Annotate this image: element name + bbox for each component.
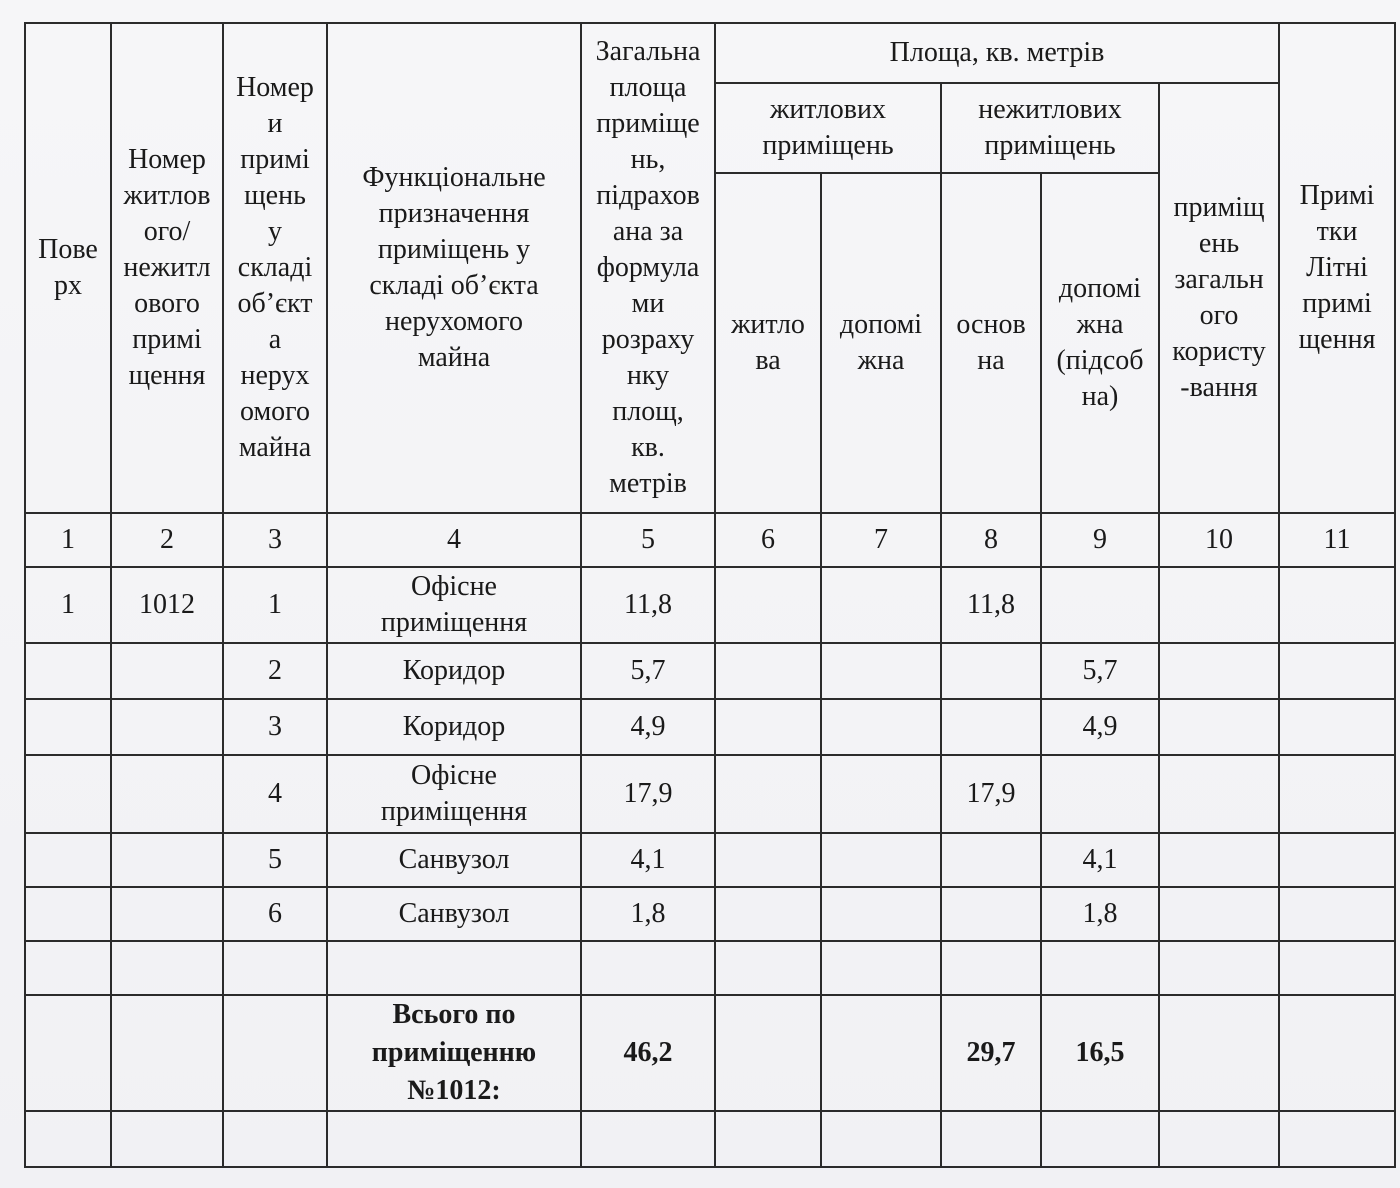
cell-common [1159,699,1279,755]
cell-room: 5 [223,833,327,887]
cell-unit: 1012 [111,567,223,643]
cell-notes [1279,567,1395,643]
room-area-table [24,22,1396,1168]
header-nonresidential-main: основ на [941,173,1041,513]
header-non-residential: нежитлових приміщень [941,83,1159,173]
cell-purpose: Офісне приміщення [327,567,581,643]
table-row [25,699,1395,755]
header-area-group: Площа, кв. метрів [715,23,1279,83]
cell-aux: 1,8 [1041,887,1159,941]
cell-res-aux [821,567,941,643]
column-number: 6 [715,513,821,567]
cell-room: 4 [223,755,327,833]
cell-res-aux [821,643,941,699]
header-purpose: Функціональне призначення приміщень у складі об’єкта нерухомого майна [327,23,581,513]
cell-purpose: Коридор [327,643,581,699]
cell-main: 17,9 [941,755,1041,833]
cell-total: 4,1 [581,833,715,887]
cell-unit [111,887,223,941]
cell-total: 4,9 [581,699,715,755]
cell-unit [111,833,223,887]
cell-total: 17,9 [581,755,715,833]
column-number-row [25,513,1395,567]
cell-main: 11,8 [941,567,1041,643]
cell-res-aux [821,833,941,887]
table-row [25,755,1395,833]
cell-unit [111,755,223,833]
total-area-value: 46,2 [581,995,715,1111]
cell-purpose: Офісне приміщення [327,755,581,833]
cell-room: 1 [223,567,327,643]
header-residential-living: житло ва [715,173,821,513]
cell-res-living [715,755,821,833]
cell-res-living [715,567,821,643]
cell-main [941,699,1041,755]
cell-unit [111,699,223,755]
cell-main [941,643,1041,699]
cell-notes [1279,887,1395,941]
header-nonresidential-auxiliary: допомі жна (підсоб на) [1041,173,1159,513]
cell-floor: 1 [25,567,111,643]
header-total-area: Загальна площа приміще нь, підрахов ана за формула ми розраху нку площ, кв. метрів [581,23,715,513]
empty-row [25,941,1395,995]
column-number: 2 [111,513,223,567]
cell-aux [1041,755,1159,833]
total-label: Всього по приміщенню №1012: [327,995,581,1111]
column-number: 11 [1279,513,1395,567]
cell-common [1159,755,1279,833]
cell-notes [1279,833,1395,887]
cell-res-living [715,833,821,887]
column-number: 3 [223,513,327,567]
cell-total: 1,8 [581,887,715,941]
table-row [25,833,1395,887]
cell-purpose: Коридор [327,699,581,755]
header-row-1 [25,23,1395,83]
cell-total: 11,8 [581,567,715,643]
header-unit-number: Номер житлов ого/ нежитл ового примі щення [111,23,223,513]
header-residential-auxiliary: допомі жна [821,173,941,513]
cell-floor [25,833,111,887]
cell-floor [25,699,111,755]
cell-res-aux [821,699,941,755]
cell-room: 6 [223,887,327,941]
cell-floor [25,887,111,941]
cell-res-living [715,699,821,755]
cell-purpose: Санвузол [327,887,581,941]
column-number: 9 [1041,513,1159,567]
table-row [25,643,1395,699]
cell-purpose: Санвузол [327,833,581,887]
header-common-use: приміщ ень загальн ого користу -вання [1159,83,1279,513]
column-number: 7 [821,513,941,567]
cell-common [1159,833,1279,887]
cell-aux: 5,7 [1041,643,1159,699]
cell-room: 3 [223,699,327,755]
total-aux-value: 16,5 [1041,995,1159,1111]
cell-aux: 4,1 [1041,833,1159,887]
header-room-number: Номер и примі щень у складі об’єкт а нерух омого майна [223,23,327,513]
cell-common [1159,643,1279,699]
cell-notes [1279,699,1395,755]
cell-room: 2 [223,643,327,699]
cell-aux: 4,9 [1041,699,1159,755]
column-number: 5 [581,513,715,567]
column-number: 8 [941,513,1041,567]
cell-floor [25,755,111,833]
column-number: 1 [25,513,111,567]
column-number: 10 [1159,513,1279,567]
cell-res-aux [821,755,941,833]
cell-aux [1041,567,1159,643]
cell-res-living [715,643,821,699]
cell-main [941,833,1041,887]
cell-floor [25,643,111,699]
cell-common [1159,887,1279,941]
total-row [25,995,1395,1111]
cell-notes [1279,755,1395,833]
header-residential: житлових приміщень [715,83,941,173]
cell-common [1159,567,1279,643]
cell-res-aux [821,887,941,941]
cell-unit [111,643,223,699]
total-main-value: 29,7 [941,995,1041,1111]
table-row [25,887,1395,941]
cell-total: 5,7 [581,643,715,699]
cell-notes [1279,643,1395,699]
empty-row [25,1111,1395,1167]
header-notes: Примі тки Літні примі щення [1279,23,1395,513]
cell-main [941,887,1041,941]
table-row [25,567,1395,643]
cell-res-living [715,887,821,941]
header-floor: Пове рх [25,23,111,513]
column-number: 4 [327,513,581,567]
